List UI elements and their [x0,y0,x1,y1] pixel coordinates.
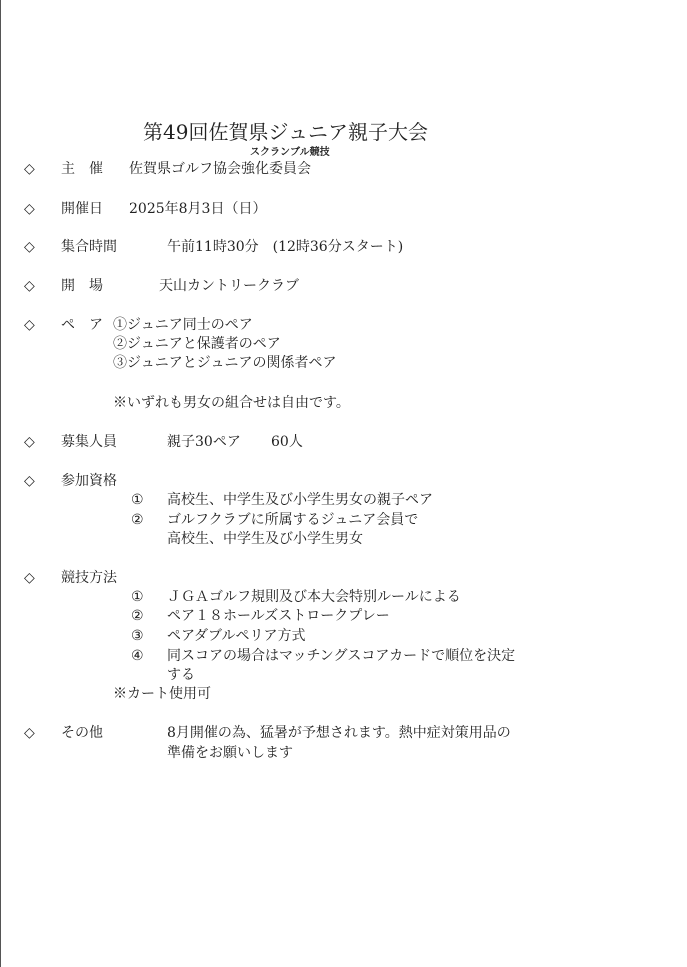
meeting-time-label: 集合時間 [61,239,117,255]
venue-value: 天山カントリークラブ [159,278,299,294]
diamond-bullet: ◇ [24,201,35,217]
diamond-bullet: ◇ [24,161,35,177]
diamond-bullet: ◇ [24,278,35,294]
pair-item: ③ジュニアとジュニアの関係者ペア [113,355,337,371]
meeting-time-value: 午前11時30分 (12時36分スタート) [167,239,404,255]
eligibility-item-number: ② [131,512,144,528]
recruit-label: 募集人員 [61,434,117,450]
pair-note: ※いずれも男女の組合せは自由です。 [113,395,350,411]
method-item-text: ペアダブルペリア方式 [167,628,306,644]
diamond-bullet: ◇ [24,570,35,586]
diamond-bullet: ◇ [24,725,35,741]
diamond-bullet: ◇ [24,434,35,450]
other-line: 8月開催の為、猛暑が予想されます。熱中症対策用品の [167,725,511,741]
method-item-number: ④ [131,648,144,664]
other-label: その他 [61,725,103,741]
pair-item: ②ジュニアと保護者のペア [113,336,281,352]
date-label: 開催日 [61,201,103,217]
pair-item: ①ジュニア同士のペア [113,317,253,333]
page-title: 第49回佐賀県ジュニア親子大会 [143,120,429,144]
diamond-bullet: ◇ [24,239,35,255]
method-item-text: ＪＧＡゴルフ規則及び本大会特別ルールによる [167,589,461,605]
method-item-number: ③ [131,628,144,644]
method-item-text: 同スコアの場合はマッチングスコアカードで順位を決定 [167,648,516,664]
page-subtitle: スクランブル競技 [250,147,330,158]
eligibility-item-text: 高校生、中学生及び小学生男女の親子ペア [167,492,433,508]
eligibility-item-number: ① [131,492,144,508]
eligibility-label: 参加資格 [61,473,117,489]
eligibility-item-text: ゴルフクラブに所属するジュニア会員で [167,512,419,528]
eligibility-continuation: 高校生、中学生及び小学生男女 [167,531,363,547]
method-continuation: する [167,667,195,683]
diamond-bullet: ◇ [24,317,35,333]
method-item-number: ② [131,608,144,624]
venue-label: 開 場 [61,278,103,294]
method-item-number: ① [131,589,144,605]
recruit-count: 60人 [271,434,303,450]
method-item-text: ペア１８ホールズストロークプレー [167,608,390,624]
pair-label: ペ ア [61,317,103,333]
organizer-value: 佐賀県ゴルフ協会強化委員会 [129,161,311,177]
recruit-value: 親子30ペア [167,434,241,450]
organizer-label: 主 催 [61,161,103,177]
date-value: 2025年8月3日（日） [129,201,267,217]
method-label: 競技方法 [61,570,117,586]
method-note: ※カート使用可 [113,686,211,702]
other-line: 準備をお願いします [167,745,293,761]
diamond-bullet: ◇ [24,473,35,489]
